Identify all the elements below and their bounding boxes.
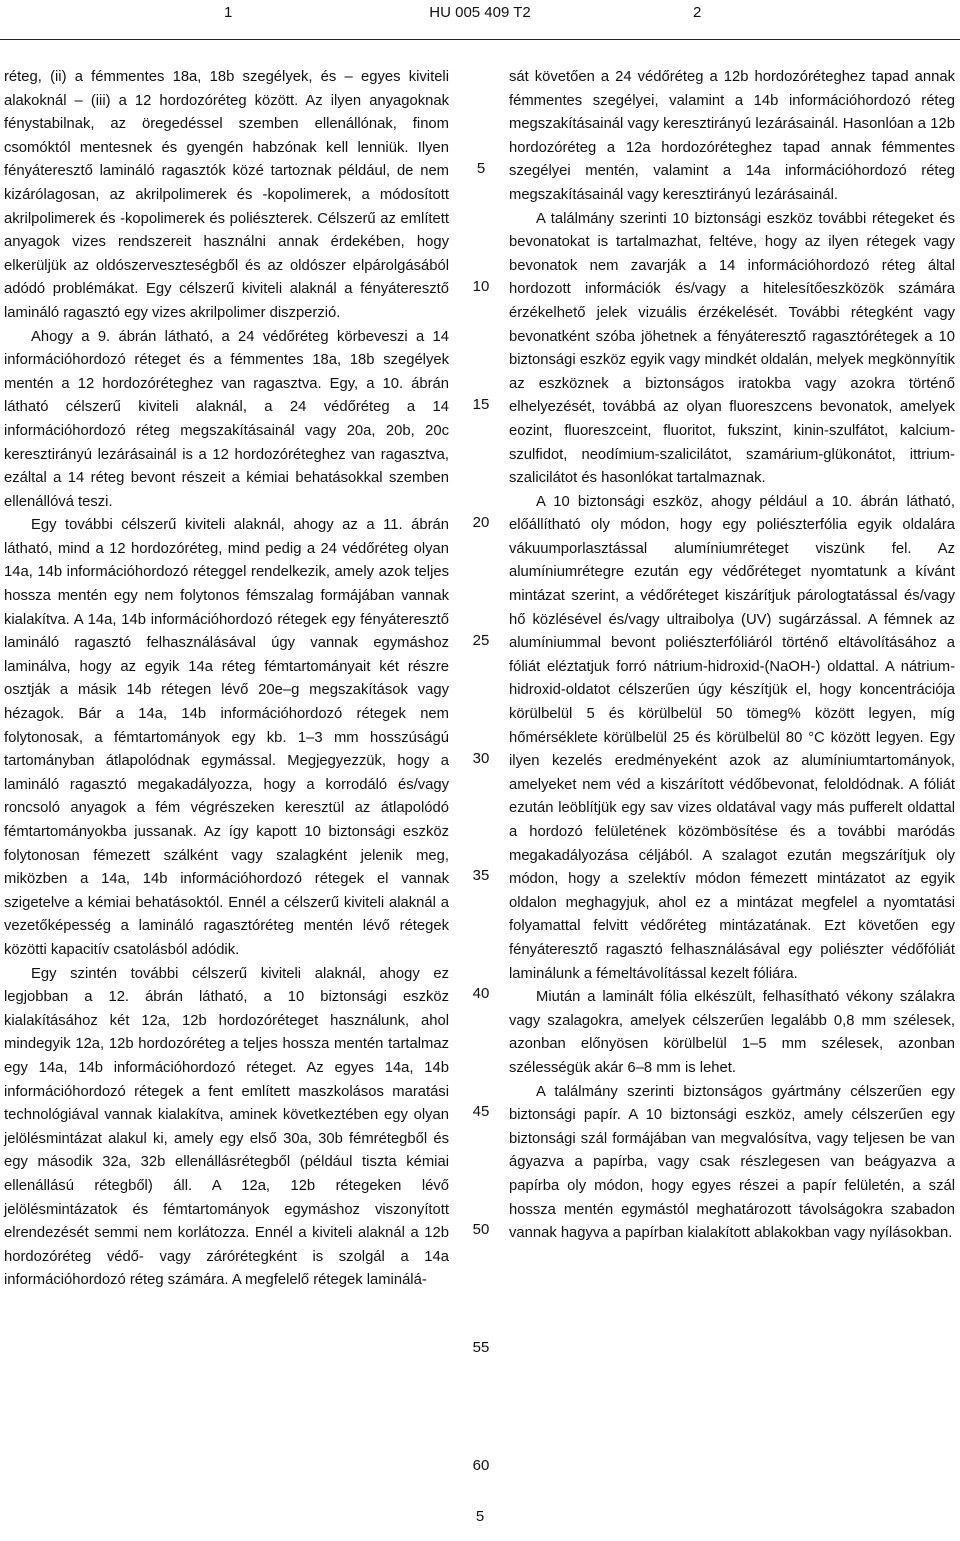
line-number: 30 <box>472 749 490 767</box>
paragraph: A 10 biztonsági eszköz, ahogy például a 10. ábrán látható, előállítható oly módon, hogy egy poliészterfólia egyik oldalára vákuumporlasztással alumíniumréteget viszünk fel. Az alumíniumrétegre ezután egy védőréteget nyomtatunk a kívánt mintázat szerint, a védőréteget kiszárítjuk párologtatással és/vagy hő közlésével és/vagy ultraibolya (UV) sugárzással. A fémnek az alumíniummal bevont poliészterfóliáról történő eltávolításához a fóliát eléztatjuk forró nátrium-hidroxid-(NaOH-) oldattal. A nátrium-hidroxid-oldatot célszerűen úgy készítjük el, hogy koncentrációja körülbelül 5 és körülbelül 50 tömeg% között legyen, míg hőmérséklete körülbelül 25 és körülbelül 80 °C között legyen. Egy ilyen kezelés eredményeként azok az alumíniumtartományok, amelyeket nem véd a kiszárított védőbevonat, feloldódnak. A fóliát ezután leöblítjük egy sav vizes oldatával vagy más pufferelt oldattal a hordozó felületének közömbösítése és a további maródás megakadályozása céljából. A szalagot ezután megszárítjuk oly módon, hogy a szelektív módon fémezett mintázatot az egyik oldalon meghagyjuk, ahol ez a mintázat megfelel a nyomtatási folyamattal felvitt védőréteg mintázatának. Ezt követően egy fényáteresztő ragasztó felhasználásával egy poliészter védőfóliát laminálunk a fémeltávolítással kezelt fóliára. <box>509 493 955 982</box>
header-document-id: HU 005 409 T2 <box>429 4 531 21</box>
right-text-column <box>509 66 955 1246</box>
line-number: 15 <box>472 395 490 413</box>
line-number: 20 <box>472 513 490 531</box>
line-number: 35 <box>472 867 490 885</box>
paragraph: A találmány szerinti 10 biztonsági eszköz további rétegeket és bevonatokat is tartalmazhat, feltéve, hogy az ilyen rétegek vagy bevonatok nem zavarják a 14 információhordozó réteg által hordozott információk és/vagy a hitelesítőeszközök számára érzékelhető jelek vizuális érzékelését. További rétegként vagy bevonatként szóba jöhetnek a fényáteresztő ragasztórétegek a 10 biztonsági eszköz egyik vagy mindkét oldalán, melyek megkönnyítik az eszköznek a biztonságos iratokba vagy azokra történő elhelyezését, továbbá az olyan fluoreszcens bevonatok, amelyek eozint, fluoreszceint, fluoritot, fukszint, kinin-szulfátot, kalcium-szulfidot, neodímium-szalicilátot, szamárium-glükonátot, ittrium-szalicilátot és hasonlókat tartalmaznak. <box>509 210 955 487</box>
paragraph: Ahogy a 9. ábrán látható, a 24 védőréteg körbeveszi a 14 információhordozó réteget és a fémmentes 18a, 18b szegélyek mentén a 12 hordozóréteghez van ragasztva. Egy, a 10. ábrán látható célszerű kiviteli alaknál, a 24 védőréteg a 14 információhordozó réteg megszakításainál vagy 20a, 20b, 20c keresztirányú lezárásainál is a 12 hordozóréteghez van ragasztva, ezáltal a 14 réteg bevont részeit a kémiai behatásokkal szemben ellenállóvá teszi. <box>4 328 449 510</box>
paragraph: réteg, (ii) a fémmentes 18a, 18b szegélyek, és – egyes kiviteli alakoknál – (iii) a 12 hordozóréteg között. Az ilyen anyagoknak fénystabilnak, az öregedéssel szemben ellenállónak, finom csomóktól mentesnek és gyengén habzónak kell lenniük. Ilyen fényáteresztő lamináló ragasztók közé tartoznak például, de nem kizárólagosan, az akrilpolimerek és -kopolimerek, a módosított akrilpolimerek és -kopolimerek és poliészterek. Célszerű az említett anyagok vizes rendszereit használni annak érdekében, hogy elkerüljük az oldószerveszteségből és az oldószer elpárolgásából adódó problémákat. Egy célszerű kiviteli alaknál a fényáteresztő lamináló ragasztó egy vizes akrilpolimer diszperzió. <box>4 69 449 321</box>
line-number: 60 <box>472 1456 490 1474</box>
line-number: 25 <box>472 631 490 649</box>
paragraph: Egy szintén további célszerű kiviteli alaknál, ahogy ez legjobban a 12. ábrán látható, a 10 biztonsági eszköz kialakításához két 12a, 12b hordozóréteget használunk, ahol mindegyik 12a, 12b hordozóréteg a teljes hossza mentén tartalmaz egy 14a, 14b információhordozó réteget. Az egyes 14a, 14b információhordozó rétegek a fent említett maszkolásos maratási technológiával vannak kialakítva, aminek következtében egy olyan jelölésmintázat alakul ki, amely egy első 30a, 30b fémrétegből és egy második 32a, 32b ellenállásrétegből (például tiszta kémiai ellenállású rétegből) áll. A 12a, 12b rétegeken lévő jelölésmintázatok és fémtartományok egymáshoz viszonyított elrendezését semmi nem korlátozza. Ennél a kiviteli alaknál a 12b hordozóréteg védő- vagy zárórétegként is szolgál a 14a információhordozó réteg számára. A megfelelő rétegek laminálá- <box>4 965 449 1289</box>
line-number: 40 <box>472 985 490 1003</box>
left-text-column <box>4 66 449 1293</box>
paragraph: sát követően a 24 védőréteg a 12b hordozóréteghez tapad annak fémmentes szegélyei, valamint a 14b információhordozó réteg megszakításainál vagy keresztirányú lezárásainál. Hasonlóan a 12b hordozóréteg a 12a hordozóréteghez tapad annak fémmentes szegélyei mentén, valamint a 14a információhordozó réteg megszakításainál vagy keresztirányú lezárásainál. <box>509 69 955 203</box>
paragraph: A találmány szerinti biztonságos gyártmány célszerűen egy biztonsági papír. A 10 biztonsági eszköz, amely célszerűen egy biztonsági szál formájában van megvalósítva, vagy teljesen be van ágyazva a papírba, vagy csak részlegesen van beágyazva a papírba oly módon, hogy egyes részei a papír felületén, a szál hossza mentén egymástól meghatározott távolságokra szabadon vannak hagyva a papírban kialakított ablakokban vagy nyílásokban. <box>509 1083 955 1242</box>
line-number: 50 <box>472 1221 490 1239</box>
page-number: 5 <box>475 1508 485 1525</box>
line-number: 5 <box>476 160 486 177</box>
header-right-page-number: 2 <box>693 4 702 21</box>
paragraph: Miután a laminált fólia elkészült, felhasítható vékony szálakra vagy szalagokra, amelyek célszerűen legalább 0,8 mm szélesek, azonban előnyösen körülbelül 1–5 mm szélesek, azonban szélességük akár 6–8 mm is lehet. <box>509 989 955 1076</box>
line-number: 45 <box>472 1103 490 1121</box>
line-number: 55 <box>472 1339 490 1356</box>
paragraph: Egy további célszerű kiviteli alaknál, ahogy az a 11. ábrán látható, mind a 12 hordozóréteg, mind pedig a 24 védőréteg olyan 14a, 14b információhordozó réteggel rendelkezik, amely azok teljes hossza mentén egy nem folytonos fémszalag formájában vannak kialakítva. A 14a, 14b információhordozó rétegek egy fényáteresztő lamináló ragasztó felhasználásával úgy vannak egymáshoz laminálva, hogy az egyik 14a réteg fémtartományait két részre osztják a másik 14b rétegen lévő 20e–g megszakítások vagy hézagok. Bár a 14a, 14b információhordozó rétegek nem folytonosak, a fémtartományok egy kb. 1–3 mm hosszúságú tartományban átlapolódnak egymással. Megjegyezzük, hogy a lamináló ragasztó megakadályozza, hogy a korrodáló és/vagy roncsoló anyagok a fém végrészeken keresztül az átlapolódó fémtartományokba jussanak. Az így kapott 10 biztonsági eszköz folytonosan fémezett szálként vagy szalagként jelenik meg, miközben a 14a, 14b információhordozó rétegek el vannak szigetelve a kémiai behatásoktól. Ennél a célszerű kiviteli alaknál a vezetőképesség a lamináló ragasztóréteg mentén lévő rétegek közötti kapacitív csatolásból adódik. <box>4 517 449 958</box>
line-number-margin <box>468 0 494 1541</box>
header-left-page-number: 1 <box>224 4 233 21</box>
line-number: 10 <box>472 277 490 295</box>
